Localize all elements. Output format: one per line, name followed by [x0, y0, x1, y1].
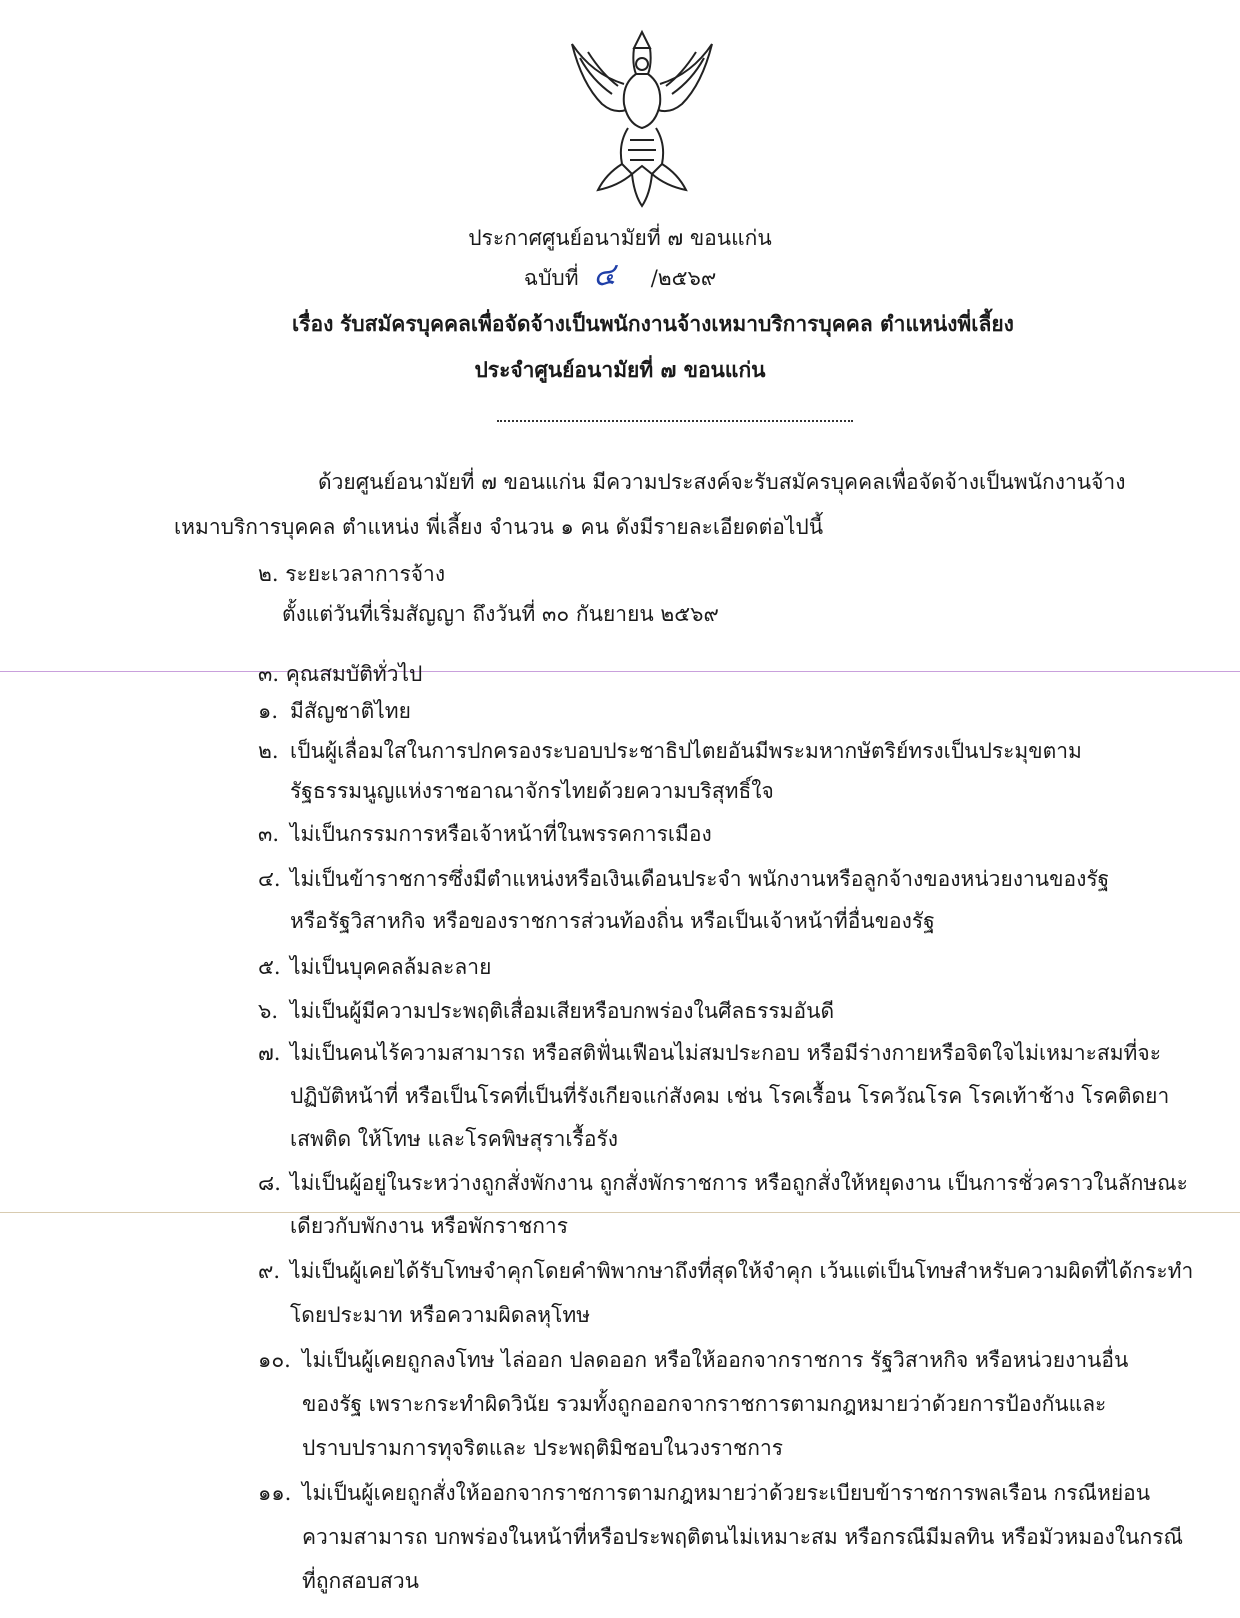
announcement-title: ประกาศศูนย์อนามัยที่ ๗ ขอนแก่น: [468, 226, 772, 250]
list-item: [258, 865, 1109, 893]
issue-line: [0, 256, 1240, 295]
item-number: ๔.: [258, 867, 281, 891]
list-item: [258, 1169, 1188, 1197]
item-number: ๖.: [258, 999, 279, 1023]
item-text: ไม่เป็นผู้เคยถูกลงโทษ ไล่ออก ปลดออก หรือให้ออกจากราชการ รัฐวิสาหกิจ หรือหน่วยงานอื่น: [302, 1348, 1129, 1372]
item-text-continued: เดียวกับพักงาน หรือพักราชการ: [290, 1214, 568, 1238]
item-text-continued: หรือรัฐวิสาหกิจ หรือของราชการส่วนท้องถิ่น หรือเป็นเจ้าหน้าที่อื่นของรัฐ: [290, 909, 935, 933]
item-number: ๙.: [258, 1259, 281, 1283]
item-text: ไม่เป็นผู้เคยได้รับโทษจำคุกโดยคำพิพากษาถึงที่สุดให้จำคุก เว้นแต่เป็นโทษสำหรับความผิดที่ได้กระทำ: [290, 1259, 1194, 1283]
item-number: ๗.: [258, 1041, 281, 1065]
item-text-continued: ความสามารถ บกพร่องในหน้าที่หรือประพฤติตนไม่เหมาะสม หรือกรณีมีมลทิน หรือมัวหมองในกรณี: [302, 1525, 1183, 1549]
intro-line-2: เหมาบริการบุคคล ตำแหน่ง พี่เลี้ยง จำนวน ๑ คน ดังมีรายละเอียดต่อไปนี้: [174, 515, 824, 539]
item-text-continued: ปราบปรามการทุจริตและ ประพฤติมิชอบในวงราชการ: [302, 1436, 784, 1460]
section-2-text: ตั้งแต่วันที่เริ่มสัญญา ถึงวันที่ ๓๐ กันยายน ๒๕๖๙: [282, 602, 719, 626]
intro-line-1: ด้วยศูนย์อนามัยที่ ๗ ขอนแก่น มีความประสงค์จะรับสมัครบุคคลเพื่อจัดจ้างเป็นพนักงานจ้าง: [318, 470, 1126, 494]
scan-artifact-line: [0, 671, 1240, 672]
item-number: ๓.: [258, 822, 280, 846]
item-text: ไม่เป็นกรรมการหรือเจ้าหน้าที่ในพรรคการเมือง: [290, 822, 712, 846]
issue-label: ฉบับที่: [523, 266, 579, 290]
item-number: ๑.: [258, 699, 279, 723]
item-text: ไม่เป็นผู้อยู่ในระหว่างถูกสั่งพักงาน ถูกสั่งพักราชการ หรือถูกสั่งให้หยุดงาน เป็นการชั่วคราวในลักษณะ: [290, 1171, 1188, 1195]
issue-year: /๒๕๖๙: [650, 266, 717, 290]
list-item: [258, 737, 1082, 765]
item-text-continued: เสพติด ให้โทษ และโรคพิษสุราเรื้อรัง: [290, 1127, 618, 1151]
subject-label: เรื่อง: [292, 311, 334, 336]
item-text-continued: รัฐธรรมนูญแห่งราชอาณาจักรไทยด้วยความบริสุทธิ์ใจ: [290, 779, 774, 803]
item-number: ๑๐.: [258, 1348, 291, 1372]
list-item: [258, 820, 712, 848]
list-item: [258, 953, 491, 981]
item-number: ๒.: [258, 739, 279, 763]
item-text: ไม่เป็นคนไร้ความสามารถ หรือสติฟั่นเฟือนไม่สมประกอบ หรือมีร่างกายหรือจิตใจไม่เหมาะสมที่จะ: [290, 1041, 1161, 1065]
item-number: ๑๑.: [258, 1481, 292, 1505]
section-3-heading: ๓. คุณสมบัติทั่วไป: [258, 662, 423, 686]
issue-number: ๔: [591, 256, 618, 295]
item-text-continued: โดยประมาท หรือความผิดลหุโทษ: [290, 1303, 591, 1327]
scan-artifact-line: [0, 1212, 1240, 1213]
subject-line: [292, 310, 1014, 338]
list-item: [258, 697, 411, 725]
subject-line-2: ประจำศูนย์อนามัยที่ ๗ ขอนแก่น: [474, 357, 766, 382]
item-text-continued: ปฏิบัติหน้าที่ หรือเป็นโรคที่เป็นที่รังเกียจแก่สังคม เช่น โรคเรื้อน โรควัณโรค โรคเท้าช้าง โรคติดยา: [290, 1084, 1170, 1108]
item-number: ๘.: [258, 1171, 281, 1195]
item-text: ไม่เป็นผู้มีความประพฤติเสื่อมเสียหรือบกพร่องในศีลธรรมอันดี: [290, 999, 835, 1023]
item-text-continued: ที่ถูกสอบสวน: [302, 1569, 419, 1593]
item-text: ไม่เป็นบุคคลล้มละลาย: [290, 955, 492, 979]
garuda-emblem-icon: [562, 24, 722, 214]
item-text: เป็นผู้เลื่อมใสในการปกครองระบอบประชาธิปไตยอันมีพระมหากษัตริย์ทรงเป็นประมุขตาม: [290, 739, 1082, 763]
list-item: [258, 1346, 1128, 1374]
list-item: [258, 997, 834, 1025]
item-text: ไม่เป็นข้าราชการซึ่งมีตำแหน่งหรือเงินเดือนประจำ พนักงานหรือลูกจ้างของหน่วยงานของรัฐ: [290, 867, 1110, 891]
item-text: มีสัญชาติไทย: [290, 699, 411, 723]
section-2-heading: ๒. ระยะเวลาการจ้าง: [258, 562, 446, 586]
list-item: [258, 1257, 1193, 1285]
item-number: ๕.: [258, 955, 281, 979]
divider: [497, 420, 853, 424]
item-text: ไม่เป็นผู้เคยถูกสั่งให้ออกจากราชการตามกฎหมายว่าด้วยระเบียบข้าราชการพลเรือน กรณีหย่อน: [302, 1481, 1151, 1505]
item-text-continued: ของรัฐ เพราะกระทำผิดวินัย รวมทั้งถูกออกจากราชการตามกฎหมายว่าด้วยการป้องกันและ: [302, 1392, 1107, 1416]
subject-text: รับสมัครบุคคลเพื่อจัดจ้างเป็นพนักงานจ้างเหมาบริการบุคคล ตำแหน่งพี่เลี้ยง: [340, 311, 1014, 336]
list-item: [258, 1479, 1150, 1507]
list-item: [258, 1039, 1161, 1067]
